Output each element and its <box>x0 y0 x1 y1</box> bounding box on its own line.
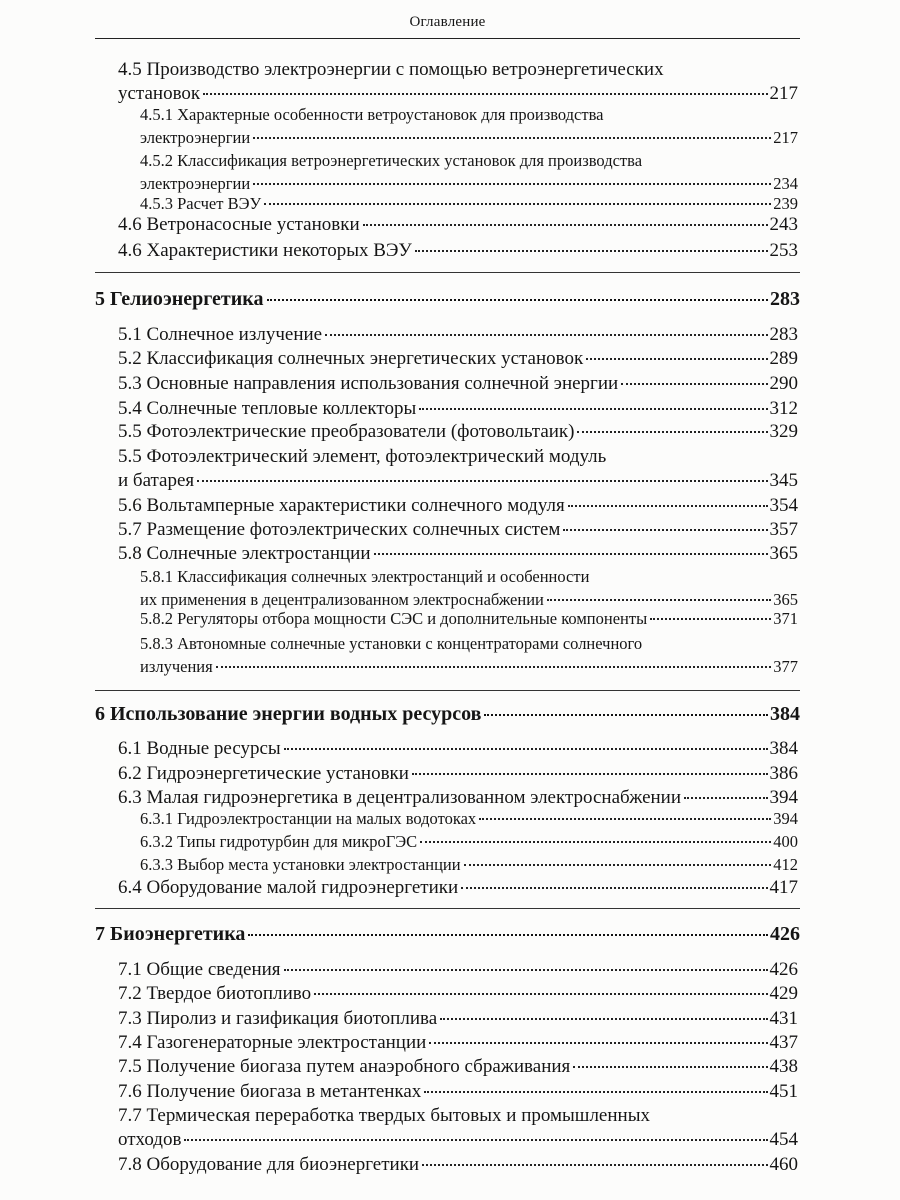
dot-leader <box>363 224 768 226</box>
toc-entry-title: 6.3 Малая гидроэнергетика в децентрализованном электроснабжении <box>118 787 682 808</box>
toc-entry-title: 6.3.2 Типы гидротурбин для микроГЭС <box>140 832 418 851</box>
dot-leader <box>203 93 767 95</box>
page-header-title: Оглавление <box>409 14 486 30</box>
toc-entry-title: их применения в децентрализованном электроснабжении <box>140 590 544 609</box>
dot-leader <box>374 553 768 555</box>
toc-entry-page: 243 <box>769 214 798 235</box>
toc-entry-title-line1: 5.5 Фотоэлектрический элемент, фотоэлектрический модуль <box>118 446 607 467</box>
toc-entry-4-5[interactable] <box>118 58 798 106</box>
dot-leader <box>314 993 767 995</box>
dot-leader <box>479 818 771 820</box>
toc-entry-4-5-2[interactable] <box>140 149 798 195</box>
toc-entry-title: электроэнергии <box>140 174 251 193</box>
toc-entry-4-6-a[interactable] <box>118 213 798 237</box>
toc-entry-leader-line <box>118 323 798 347</box>
dot-leader <box>415 250 768 252</box>
toc-entry-page: 429 <box>769 983 798 1004</box>
toc-entry-leader-line <box>118 1007 798 1031</box>
chapter-separator <box>95 272 800 273</box>
toc-entry-page: 283 <box>770 288 800 310</box>
toc-entry-page: 217 <box>773 128 798 147</box>
dot-leader <box>484 714 768 716</box>
toc-entry-title: и батарея <box>118 470 195 491</box>
dot-leader <box>422 1164 767 1166</box>
toc-entry-leader-line <box>95 922 800 946</box>
toc-entry-title: 7.1 Общие сведения <box>118 959 281 980</box>
toc-entry-page: 454 <box>769 1129 798 1150</box>
dot-leader <box>184 1139 767 1141</box>
toc-entry-6-3-1[interactable] <box>140 807 798 830</box>
toc-entry-page: 365 <box>773 590 798 609</box>
toc-entry-title: 7.2 Твердое биотопливо <box>118 983 312 1004</box>
toc-entry-page: 412 <box>773 855 798 874</box>
toc-entry-leader-line <box>118 982 798 1006</box>
toc-entry-title: 5.5 Фотоэлектрические преобразователи (фотовольтаик) <box>118 421 575 442</box>
toc-entry-7-6[interactable] <box>118 1080 798 1104</box>
toc-entry-page: 345 <box>769 470 798 491</box>
dot-leader <box>429 1042 767 1044</box>
toc-entry-leader-line <box>140 655 798 678</box>
toc-entry-6-3-2[interactable] <box>140 830 798 853</box>
header-rule <box>95 38 800 39</box>
dot-leader <box>253 137 771 139</box>
dot-leader <box>568 505 768 507</box>
dot-leader <box>464 864 772 866</box>
toc-entry-page: 386 <box>769 763 798 784</box>
toc-entry-leader-line <box>118 542 798 566</box>
dot-leader <box>419 408 767 410</box>
dot-leader <box>325 334 767 336</box>
toc-entry-title-line1: 4.5.2 Классификация ветроэнергетических установок для производства <box>140 151 643 170</box>
dot-leader <box>440 1018 767 1020</box>
toc-entry-page: 460 <box>769 1154 798 1175</box>
toc-entry-page: 365 <box>769 543 798 564</box>
toc-entry-page: 384 <box>770 703 800 725</box>
toc-entry-page: 431 <box>769 1008 798 1029</box>
toc-entry-page: 357 <box>769 519 798 540</box>
toc-entry-page: 400 <box>773 832 798 851</box>
toc-entry-leader-line <box>140 807 798 830</box>
toc-entry-7-8[interactable] <box>118 1153 798 1177</box>
dot-leader <box>650 618 771 620</box>
toc-entry-title: установок <box>118 83 201 104</box>
toc-entry-leader-line <box>118 494 798 518</box>
chapter-separator <box>95 690 800 691</box>
toc-entry-leader-line <box>118 518 798 542</box>
toc-entry-6-1[interactable] <box>118 737 798 761</box>
toc-entry-title: 7.5 Получение биогаза путем анаэробного сбраживания <box>118 1056 571 1077</box>
toc-entry-5-8-2[interactable] <box>140 607 798 630</box>
toc-entry-page: 329 <box>769 421 798 442</box>
toc-entry-7-2[interactable] <box>118 982 798 1006</box>
toc-entry-title: 6.3.3 Выбор места установки электростанции <box>140 855 461 874</box>
toc-entry-title: 5.6 Вольтамперные характеристики солнечного модуля <box>118 495 565 516</box>
toc-entry-leader-line <box>118 397 798 421</box>
chapter-separator <box>95 908 800 909</box>
toc-entry-leader-line <box>140 830 798 853</box>
toc-entry-5-7[interactable] <box>118 518 798 542</box>
toc-entry-page: 394 <box>773 809 798 828</box>
toc-entry-5-3[interactable] <box>118 372 798 396</box>
toc-entry-7-5[interactable] <box>118 1055 798 1079</box>
toc-entry-page: 290 <box>769 373 798 394</box>
dot-leader <box>621 383 767 385</box>
toc-entry-leader-line <box>118 469 798 493</box>
toc-entry-title-line1: 7.7 Термическая переработка твердых бытовых и промышленных <box>118 1105 650 1126</box>
toc-entry-4-5-3[interactable] <box>140 192 798 215</box>
dot-leader <box>248 934 768 936</box>
toc-entry-7-1[interactable] <box>118 958 798 982</box>
toc-entry-title: 5.3 Основные направления использования солнечной энергии <box>118 373 619 394</box>
toc-entry-page: 354 <box>769 495 798 516</box>
toc-entry-page: 371 <box>773 609 798 628</box>
dot-leader <box>284 969 768 971</box>
toc-entry-page: 438 <box>769 1056 798 1077</box>
toc-entry-page: 253 <box>769 240 798 261</box>
toc-chapter-title: 5 Гелиоэнергетика <box>95 288 264 310</box>
toc-entry-title: 7.8 Оборудование для биоэнергетики <box>118 1154 420 1175</box>
toc-entry-title: 6.2 Гидроэнергетические установки <box>118 763 409 784</box>
toc-entry-page: 394 <box>769 787 798 808</box>
toc-entry-leader-line <box>118 239 798 263</box>
toc-entry-leader-line <box>140 853 798 876</box>
toc-entry-title: 6.1 Водные ресурсы <box>118 738 281 759</box>
toc-entry-5-8[interactable] <box>118 542 798 566</box>
toc-chapter-title: 7 Биоэнергетика <box>95 923 246 945</box>
toc-entry-leader-line <box>118 420 798 444</box>
toc-entry-title: 4.6 Ветронасосные установки <box>118 214 360 235</box>
toc-entry-title: 5.4 Солнечные тепловые коллекторы <box>118 398 417 419</box>
toc-chapter-6[interactable] <box>95 702 800 726</box>
toc-entry-leader-line <box>118 876 798 900</box>
toc-entry-page: 377 <box>773 657 798 676</box>
toc-chapter-7[interactable] <box>95 922 800 946</box>
toc-entry-leader-line <box>118 1128 798 1152</box>
dot-leader <box>684 797 767 799</box>
toc-entry-leader-line <box>140 126 798 149</box>
toc-entry-5-8-1[interactable] <box>140 565 798 611</box>
toc-entry-4-6-b[interactable] <box>118 239 798 263</box>
toc-entry-leader-line <box>118 1031 798 1055</box>
toc-entry-5-5-b[interactable] <box>118 445 798 493</box>
toc-entry-5-6[interactable] <box>118 494 798 518</box>
toc-entry-6-4[interactable] <box>118 876 798 900</box>
toc-entry-leader-line <box>140 192 798 215</box>
dot-leader <box>586 358 767 360</box>
dot-leader <box>412 773 768 775</box>
toc-entry-page: 239 <box>773 194 798 213</box>
toc-entry-title: электроэнергии <box>140 128 251 147</box>
toc-entry-title: 7.6 Получение биогаза в метантенках <box>118 1081 422 1102</box>
toc-entry-title-line1: 5.8.3 Автономные солнечные установки с концентраторами солнечного <box>140 634 643 653</box>
toc-entry-page: 289 <box>769 348 798 369</box>
toc-entry-page: 312 <box>769 398 798 419</box>
toc-chapter-5[interactable] <box>95 287 800 311</box>
dot-leader <box>253 183 771 185</box>
toc-entry-7-7[interactable] <box>118 1104 798 1152</box>
dot-leader <box>284 748 768 750</box>
toc-entry-leader-line <box>118 1153 798 1177</box>
toc-entry-page: 426 <box>770 923 800 945</box>
toc-entry-page: 426 <box>769 959 798 980</box>
toc-entry-title: 5.2 Классификация солнечных энергетических установок <box>118 348 584 369</box>
dot-leader <box>547 599 771 601</box>
toc-entry-title-line1: 5.8.1 Классификация солнечных электростанций и особенности <box>140 567 590 586</box>
toc-entry-leader-line <box>118 958 798 982</box>
toc-entry-5-1[interactable] <box>118 323 798 347</box>
toc-entry-7-4[interactable] <box>118 1031 798 1055</box>
toc-entry-leader-line <box>118 347 798 371</box>
toc-entry-title: 5.1 Солнечное излучение <box>118 324 323 345</box>
toc-entry-5-4[interactable] <box>118 397 798 421</box>
toc-entry-title: 5.8.2 Регуляторы отбора мощности СЭС и дополнительные компоненты <box>140 609 648 628</box>
toc-entry-leader-line <box>118 1080 798 1104</box>
toc-entry-leader-line <box>118 1055 798 1079</box>
dot-leader <box>216 666 772 668</box>
toc-entry-title: 5.7 Размещение фотоэлектрических солнечных систем <box>118 519 561 540</box>
toc-entry-page: 451 <box>769 1081 798 1102</box>
toc-entry-leader-line <box>118 213 798 237</box>
toc-entry-title: 7.4 Газогенераторные электростанции <box>118 1032 427 1053</box>
toc-entry-title-line1: 4.5.1 Характерные особенности ветроустановок для производства <box>140 105 604 124</box>
dot-leader <box>424 1091 767 1093</box>
toc-entry-page: 384 <box>769 738 798 759</box>
toc-entry-page: 283 <box>769 324 798 345</box>
toc-entry-title: излучения <box>140 657 213 676</box>
toc-entry-page: 437 <box>769 1032 798 1053</box>
toc-entry-5-2[interactable] <box>118 347 798 371</box>
toc-entry-page: 417 <box>769 877 798 898</box>
toc-entry-leader-line <box>118 372 798 396</box>
toc-entry-title: 4.5.3 Расчет ВЭУ <box>140 194 262 213</box>
toc-entry-title: 6.4 Оборудование малой гидроэнергетики <box>118 877 459 898</box>
toc-entry-leader-line <box>118 762 798 786</box>
toc-entry-title: 7.3 Пиролиз и газификация биотоплива <box>118 1008 438 1029</box>
dot-leader <box>267 299 769 301</box>
toc-entry-leader-line <box>140 607 798 630</box>
toc-entry-title: 6.3.1 Гидроэлектростанции на малых водотоках <box>140 809 477 828</box>
toc-entry-title: отходов <box>118 1129 182 1150</box>
toc-entry-page: 234 <box>773 174 798 193</box>
toc-entry-title: 5.8 Солнечные электростанции <box>118 543 371 564</box>
dot-leader <box>264 203 771 205</box>
dot-leader <box>420 841 771 843</box>
toc-entry-6-2[interactable] <box>118 762 798 786</box>
dot-leader <box>563 529 767 531</box>
dot-leader <box>577 431 767 433</box>
toc-entry-leader-line <box>95 287 800 311</box>
toc-entry-5-8-3[interactable] <box>140 632 798 678</box>
toc-entry-5-5-a[interactable] <box>118 420 798 444</box>
toc-chapter-title: 6 Использование энергии водных ресурсов <box>95 703 482 725</box>
toc-entry-leader-line <box>95 702 800 726</box>
toc-entry-6-3-3[interactable] <box>140 853 798 876</box>
toc-entry-title-line1: 4.5 Производство электроэнергии с помощью ветроэнергетических <box>118 59 664 80</box>
toc-entry-4-5-1[interactable] <box>140 103 798 149</box>
toc-entry-7-3[interactable] <box>118 1007 798 1031</box>
toc-entry-title: 4.6 Характеристики некоторых ВЭУ <box>118 240 412 261</box>
toc-entry-leader-line <box>118 737 798 761</box>
dot-leader <box>461 887 767 889</box>
dot-leader <box>573 1066 767 1068</box>
dot-leader <box>197 480 767 482</box>
toc-entry-page: 217 <box>769 83 798 104</box>
